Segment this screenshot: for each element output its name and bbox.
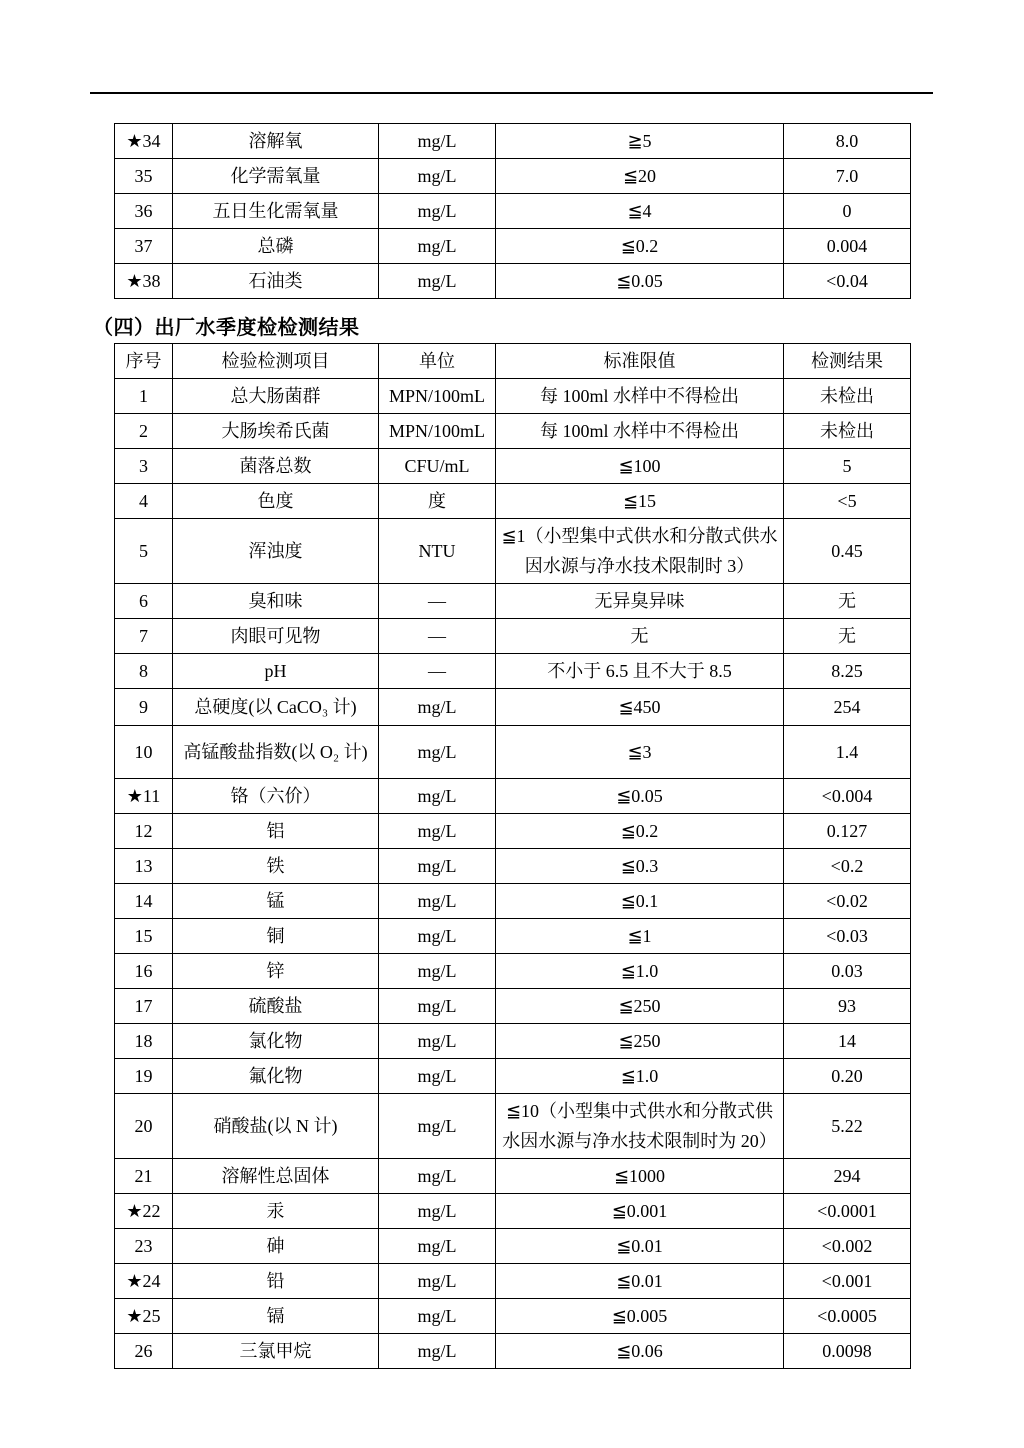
cell-unit: mg/L <box>379 779 496 814</box>
cell-result: 未检出 <box>784 414 911 449</box>
table-row <box>115 919 911 954</box>
surface-water-results-table <box>114 123 911 299</box>
cell-limit: ≦4 <box>496 194 784 229</box>
table-row <box>115 1094 911 1159</box>
cell-unit: mg/L <box>379 989 496 1024</box>
table-row <box>115 1334 911 1369</box>
cell-item: 三氯甲烷 <box>173 1334 379 1369</box>
cell-item: 铅 <box>173 1264 379 1299</box>
results-table-header-row <box>115 344 911 379</box>
cell-seq: ★24 <box>115 1264 173 1299</box>
cell-unit: mg/L <box>379 919 496 954</box>
cell-result: 7.0 <box>784 159 911 194</box>
cell-limit: ≦100 <box>496 449 784 484</box>
cell-result: 0.03 <box>784 954 911 989</box>
cell-result: <5 <box>784 484 911 519</box>
cell-result: <0.02 <box>784 884 911 919</box>
table-row <box>115 449 911 484</box>
cell-seq: 3 <box>115 449 173 484</box>
column-header-item: 检验检测项目 <box>173 344 379 379</box>
cell-seq: 9 <box>115 689 173 726</box>
cell-item: 氯化物 <box>173 1024 379 1059</box>
cell-item: 铝 <box>173 814 379 849</box>
cell-unit: — <box>379 654 496 689</box>
cell-unit: MPN/100mL <box>379 379 496 414</box>
table-row <box>115 779 911 814</box>
cell-result: 8.0 <box>784 124 911 159</box>
cell-seq: 7 <box>115 619 173 654</box>
cell-limit: ≦0.01 <box>496 1229 784 1264</box>
cell-seq: 14 <box>115 884 173 919</box>
cell-unit: mg/L <box>379 194 496 229</box>
cell-item: 溶解性总固体 <box>173 1159 379 1194</box>
cell-seq: 23 <box>115 1229 173 1264</box>
table-row <box>115 379 911 414</box>
cell-result: 5 <box>784 449 911 484</box>
cell-limit: 无 <box>496 619 784 654</box>
table-row <box>115 159 911 194</box>
cell-unit: mg/L <box>379 1059 496 1094</box>
table-row <box>115 194 911 229</box>
cell-seq: 35 <box>115 159 173 194</box>
cell-unit: mg/L <box>379 1264 496 1299</box>
cell-unit: mg/L <box>379 849 496 884</box>
table-row <box>115 619 911 654</box>
cell-item: 镉 <box>173 1299 379 1334</box>
cell-limit: ≦450 <box>496 689 784 726</box>
cell-seq: ★22 <box>115 1194 173 1229</box>
table-row <box>115 1229 911 1264</box>
cell-unit: MPN/100mL <box>379 414 496 449</box>
cell-seq: 13 <box>115 849 173 884</box>
column-header-seq: 序号 <box>115 344 173 379</box>
cell-item: 臭和味 <box>173 584 379 619</box>
cell-result: 1.4 <box>784 726 911 779</box>
cell-seq: 8 <box>115 654 173 689</box>
cell-limit: 每 100ml 水样中不得检出 <box>496 379 784 414</box>
cell-limit: ≦1000 <box>496 1159 784 1194</box>
cell-result: <0.004 <box>784 779 911 814</box>
cell-item: 铜 <box>173 919 379 954</box>
table-row <box>115 1299 911 1334</box>
cell-item: 总大肠菌群 <box>173 379 379 414</box>
cell-item: 氟化物 <box>173 1059 379 1094</box>
cell-unit: mg/L <box>379 1194 496 1229</box>
cell-unit: mg/L <box>379 884 496 919</box>
cell-item: 溶解氧 <box>173 124 379 159</box>
cell-limit: ≦0.001 <box>496 1194 784 1229</box>
cell-result: 未检出 <box>784 379 911 414</box>
column-header-limit: 标准限值 <box>496 344 784 379</box>
cell-seq: ★38 <box>115 264 173 299</box>
cell-seq: 5 <box>115 519 173 584</box>
cell-limit: ≦250 <box>496 989 784 1024</box>
surface-water-results-table-body <box>115 124 911 299</box>
cell-seq: 17 <box>115 989 173 1024</box>
cell-unit: mg/L <box>379 814 496 849</box>
cell-result: 93 <box>784 989 911 1024</box>
table-row <box>115 1194 911 1229</box>
cell-limit: ≦1.0 <box>496 954 784 989</box>
table-row <box>115 1024 911 1059</box>
cell-limit: 不小于 6.5 且不大于 8.5 <box>496 654 784 689</box>
cell-unit: mg/L <box>379 1024 496 1059</box>
table-row <box>115 654 911 689</box>
cell-seq: 2 <box>115 414 173 449</box>
cell-seq: 37 <box>115 229 173 264</box>
cell-seq: ★11 <box>115 779 173 814</box>
cell-result: 14 <box>784 1024 911 1059</box>
table-row <box>115 264 911 299</box>
cell-result: 5.22 <box>784 1094 911 1159</box>
cell-result: 0 <box>784 194 911 229</box>
cell-result: <0.2 <box>784 849 911 884</box>
cell-limit: ≦0.05 <box>496 779 784 814</box>
table-row <box>115 484 911 519</box>
cell-unit: mg/L <box>379 264 496 299</box>
cell-result: 0.0098 <box>784 1334 911 1369</box>
cell-unit: NTU <box>379 519 496 584</box>
cell-limit: ≦15 <box>496 484 784 519</box>
cell-item: pH <box>173 654 379 689</box>
cell-seq: 18 <box>115 1024 173 1059</box>
cell-item: 汞 <box>173 1194 379 1229</box>
cell-limit: ≦0.3 <box>496 849 784 884</box>
cell-result: 254 <box>784 689 911 726</box>
cell-limit: 每 100ml 水样中不得检出 <box>496 414 784 449</box>
cell-seq: 19 <box>115 1059 173 1094</box>
table-row <box>115 584 911 619</box>
cell-item: 大肠埃希氏菌 <box>173 414 379 449</box>
cell-seq: 21 <box>115 1159 173 1194</box>
cell-unit: — <box>379 584 496 619</box>
table-row <box>115 519 911 584</box>
cell-result: <0.03 <box>784 919 911 954</box>
cell-item: 铬（六价） <box>173 779 379 814</box>
cell-unit: mg/L <box>379 1094 496 1159</box>
cell-item: 五日生化需氧量 <box>173 194 379 229</box>
cell-limit: ≦20 <box>496 159 784 194</box>
finished-water-quarterly-results-table <box>114 343 911 1369</box>
cell-unit: mg/L <box>379 689 496 726</box>
cell-result: 294 <box>784 1159 911 1194</box>
cell-item: 总磷 <box>173 229 379 264</box>
cell-limit: ≧5 <box>496 124 784 159</box>
table-row <box>115 1264 911 1299</box>
cell-seq: 10 <box>115 726 173 779</box>
table-row <box>115 689 911 726</box>
cell-item: 石油类 <box>173 264 379 299</box>
cell-item: 铁 <box>173 849 379 884</box>
cell-result: <0.04 <box>784 264 911 299</box>
cell-item: 菌落总数 <box>173 449 379 484</box>
table-row <box>115 814 911 849</box>
cell-item: 色度 <box>173 484 379 519</box>
cell-seq: 15 <box>115 919 173 954</box>
table-row <box>115 884 911 919</box>
cell-limit: ≦0.2 <box>496 229 784 264</box>
cell-result: <0.0001 <box>784 1194 911 1229</box>
table-row <box>115 989 911 1024</box>
cell-result: <0.002 <box>784 1229 911 1264</box>
cell-limit: ≦0.06 <box>496 1334 784 1369</box>
table-row <box>115 1159 911 1194</box>
cell-result: 0.20 <box>784 1059 911 1094</box>
cell-seq: 1 <box>115 379 173 414</box>
cell-seq: 4 <box>115 484 173 519</box>
table-row <box>115 1059 911 1094</box>
cell-result: 无 <box>784 619 911 654</box>
cell-unit: — <box>379 619 496 654</box>
cell-limit: ≦1 <box>496 919 784 954</box>
cell-seq: 6 <box>115 584 173 619</box>
cell-seq: 12 <box>115 814 173 849</box>
cell-result: 0.004 <box>784 229 911 264</box>
cell-unit: mg/L <box>379 954 496 989</box>
cell-unit: mg/L <box>379 1159 496 1194</box>
cell-unit: mg/L <box>379 1334 496 1369</box>
cell-item: 硫酸盐 <box>173 989 379 1024</box>
cell-limit: ≦1.0 <box>496 1059 784 1094</box>
cell-seq: 36 <box>115 194 173 229</box>
table-row <box>115 726 911 779</box>
cell-unit: 度 <box>379 484 496 519</box>
cell-seq: ★25 <box>115 1299 173 1334</box>
cell-item: 总硬度(以 CaCO₃ 计) <box>173 689 379 726</box>
cell-unit: mg/L <box>379 1299 496 1334</box>
cell-unit: mg/L <box>379 1229 496 1264</box>
column-header-unit: 单位 <box>379 344 496 379</box>
cell-result: 0.45 <box>784 519 911 584</box>
cell-item: 高锰酸盐指数(以 O₂ 计) <box>173 726 379 779</box>
section-heading: （四）出厂水季度检检测结果 <box>93 317 360 339</box>
cell-item: 锌 <box>173 954 379 989</box>
cell-item: 硝酸盐(以 N 计) <box>173 1094 379 1159</box>
cell-limit: ≦0.005 <box>496 1299 784 1334</box>
cell-item: 锰 <box>173 884 379 919</box>
cell-item: 肉眼可见物 <box>173 619 379 654</box>
cell-unit: mg/L <box>379 159 496 194</box>
cell-limit: ≦1（小型集中式供水和分散式供水因水源与净水技术限制时 3） <box>496 519 784 584</box>
table-row <box>115 229 911 264</box>
cell-item: 砷 <box>173 1229 379 1264</box>
cell-seq: 16 <box>115 954 173 989</box>
cell-item: 化学需氧量 <box>173 159 379 194</box>
cell-result: <0.0005 <box>784 1299 911 1334</box>
cell-result: 无 <box>784 584 911 619</box>
cell-result: 0.127 <box>784 814 911 849</box>
cell-item: 浑浊度 <box>173 519 379 584</box>
cell-limit: ≦0.01 <box>496 1264 784 1299</box>
cell-limit: ≦250 <box>496 1024 784 1059</box>
cell-unit: mg/L <box>379 726 496 779</box>
cell-seq: 26 <box>115 1334 173 1369</box>
cell-limit: 无异臭异味 <box>496 584 784 619</box>
cell-limit: ≦0.2 <box>496 814 784 849</box>
cell-seq: 20 <box>115 1094 173 1159</box>
cell-limit: ≦10（小型集中式供水和分散式供水因水源与净水技术限制时为 20） <box>496 1094 784 1159</box>
cell-unit: mg/L <box>379 124 496 159</box>
column-header-result: 检测结果 <box>784 344 911 379</box>
cell-unit: CFU/mL <box>379 449 496 484</box>
cell-unit: mg/L <box>379 229 496 264</box>
table-row <box>115 849 911 884</box>
cell-seq: ★34 <box>115 124 173 159</box>
table-row <box>115 954 911 989</box>
page-header-rule <box>90 92 933 94</box>
finished-water-quarterly-results-table-body <box>115 379 911 1369</box>
cell-result: 8.25 <box>784 654 911 689</box>
cell-limit: ≦0.1 <box>496 884 784 919</box>
table-row <box>115 414 911 449</box>
cell-limit: ≦0.05 <box>496 264 784 299</box>
table-row <box>115 124 911 159</box>
cell-limit: ≦3 <box>496 726 784 779</box>
cell-result: <0.001 <box>784 1264 911 1299</box>
